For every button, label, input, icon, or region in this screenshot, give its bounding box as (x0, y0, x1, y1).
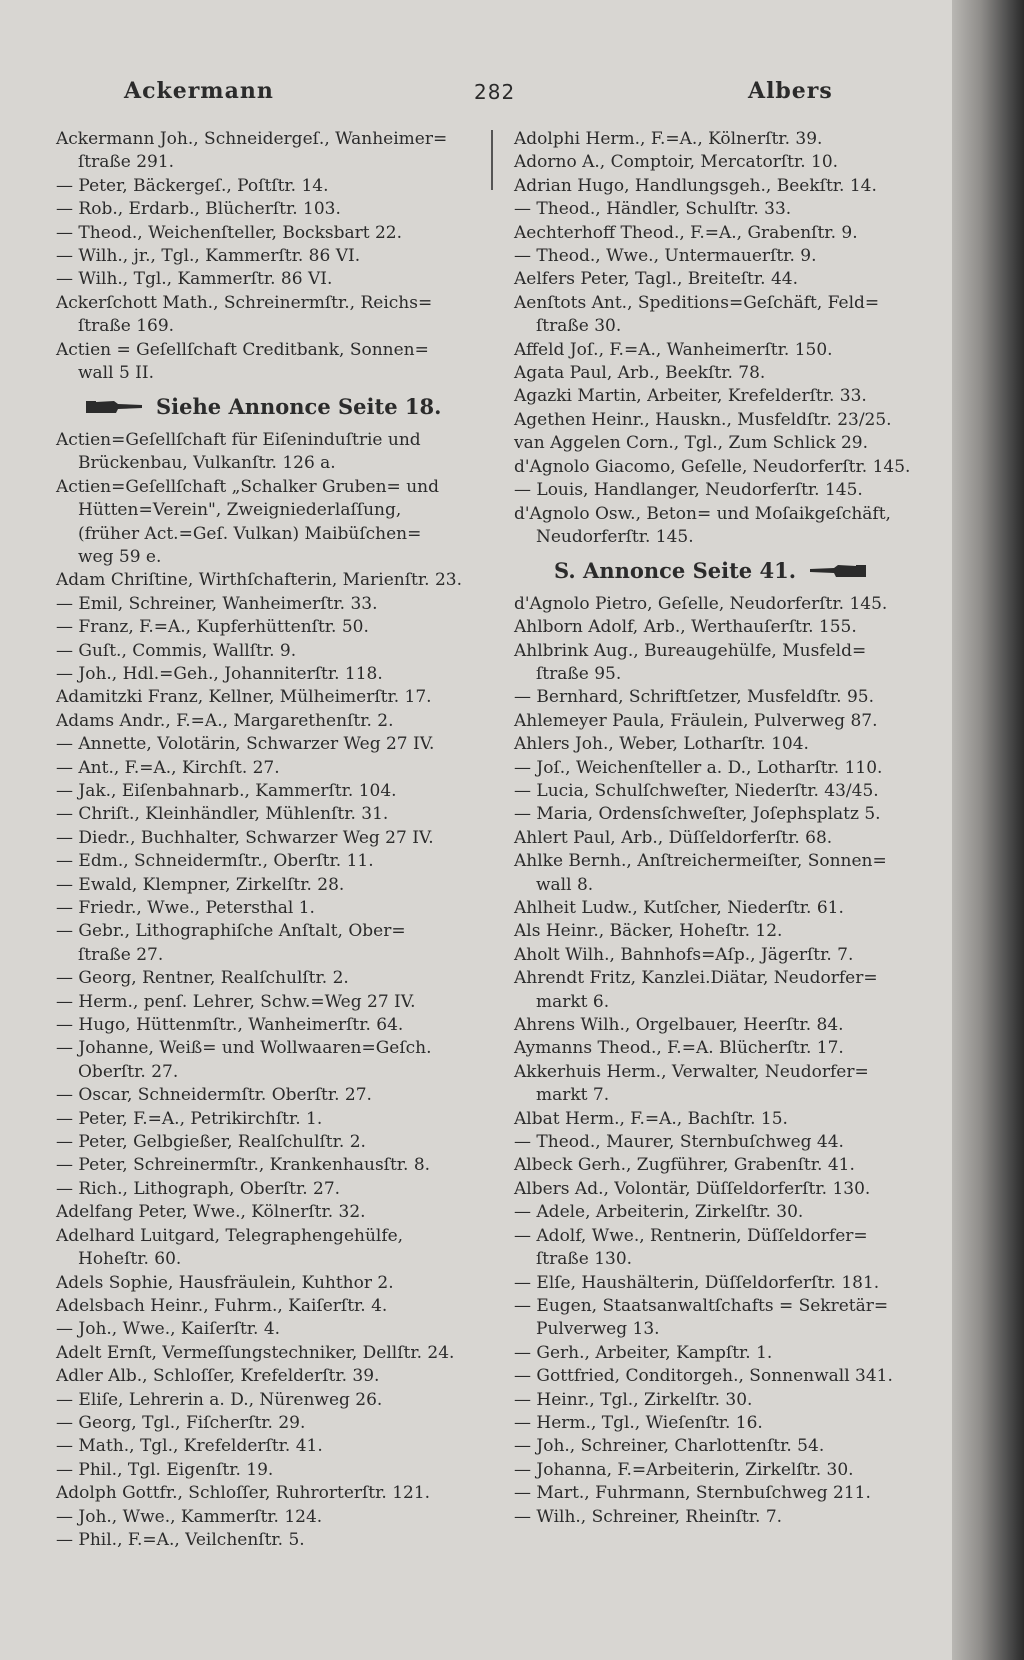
entry-continuation-line: weg 59 e. (78, 546, 162, 567)
directory-entry (56, 757, 486, 780)
entry-line: — Wilh., Tgl., Kammerſtr. 86 VI. (56, 269, 333, 290)
entry-line: Aenſtots Ant., Speditions=Geſchäft, Feld= (514, 292, 880, 313)
directory-entry (56, 1459, 486, 1482)
entry-line: Als Heinr., Bäcker, Hoheſtr. 12. (514, 921, 783, 942)
directory-entry (514, 151, 944, 174)
entry-line: Albers Ad., Volontär, Düſſeldorferſtr. 130. (514, 1178, 871, 1199)
entry-line: — Joh., Schreiner, Charlottenſtr. 54. (514, 1436, 825, 1457)
entry-line: — Edm., Schneidermſtr., Oberſtr. 11. (56, 851, 374, 872)
entry-line: Actien=Geſellſchaft „Schalker Gruben= und (56, 476, 439, 497)
directory-entry (514, 850, 944, 897)
directory-entry (56, 429, 486, 476)
entry-line: — Elſe, Haushälterin, Düſſeldorferſtr. 181. (514, 1272, 880, 1293)
entry-continuation-line: ſtraße 169. (78, 316, 175, 337)
book-spine-edge (952, 0, 1024, 1660)
directory-entry (56, 1014, 486, 1037)
directory-entry (514, 1061, 944, 1108)
entry-line: Adler Alb., Schloſſer, Krefelderſtr. 39. (56, 1366, 380, 1387)
pointing-hand-icon (808, 562, 866, 580)
directory-entry (514, 432, 944, 455)
directory-entry (514, 362, 944, 385)
directory-entry (56, 245, 486, 268)
entry-line: — Phil., Tgl. Eigenſtr. 19. (56, 1459, 274, 1480)
directory-entry (514, 616, 944, 639)
left-column (56, 128, 486, 1552)
directory-entry (514, 920, 944, 943)
entry-line: Aechterhoff Theod., F.=A., Grabenſtr. 9. (514, 222, 858, 243)
directory-entry (514, 897, 944, 920)
entry-line: — Guſt., Commis, Wallſtr. 9. (56, 640, 297, 661)
entry-continuation-line: (früher Act.=Geſ. Vulkan) Maibüſchen= (78, 523, 422, 544)
entry-continuation-line: ſtraße 291. (78, 152, 175, 173)
directory-entry (514, 1178, 944, 1201)
entry-line: Actien = Geſellſchaft Creditbank, Sonnen= (56, 339, 429, 360)
entry-continuation-line: wall 5 II. (78, 363, 155, 384)
entry-line: Albat Herm., F.=A., Bachſtr. 15. (514, 1108, 788, 1129)
directory-entry (56, 1365, 486, 1388)
directory-entry (514, 479, 944, 502)
directory-entry (56, 1412, 486, 1435)
entry-line: — Maria, Ordensſchweſter, Joſephsplatz 5. (514, 804, 881, 825)
entry-line: Adelhard Luitgard, Telegraphengehülfe, (56, 1225, 404, 1246)
directory-entry (514, 1459, 944, 1482)
right-column (514, 128, 944, 1529)
directory-entry (56, 476, 486, 570)
directory-entry (514, 503, 944, 550)
directory-entry (56, 640, 486, 663)
annonce-notice (514, 559, 944, 582)
entry-line: d'Agnolo Osw., Beton= und Moſaikgeſchäft, (514, 503, 891, 524)
entry-line: — Gerh., Arbeiter, Kampſtr. 1. (514, 1342, 773, 1363)
directory-entry (514, 456, 944, 479)
directory-entry (56, 710, 486, 733)
entry-line: Ahlke Bernh., Anſtreichermeiſter, Sonnen= (514, 851, 887, 872)
entry-line: Adelt Ernſt, Vermeſſungstechniker, Dellſtr. 24. (56, 1342, 455, 1363)
entry-line: — Rob., Erdarb., Blücherſtr. 103. (56, 199, 341, 220)
entry-line: — Joh., Wwe., Kaiſerſtr. 4. (56, 1319, 281, 1340)
directory-entry (56, 733, 486, 756)
directory-entry (514, 1342, 944, 1365)
directory-entry (56, 292, 486, 339)
directory-entry (56, 1318, 486, 1341)
directory-entry (56, 198, 486, 221)
directory-entry (56, 175, 486, 198)
entry-line: Agethen Heinr., Hauskn., Musfeldſtr. 23/25. (514, 409, 892, 430)
directory-entry (514, 803, 944, 826)
directory-entry (514, 1435, 944, 1458)
entry-line: — Chriſt., Kleinhändler, Mühlenſtr. 31. (56, 804, 389, 825)
directory-entry (56, 1037, 486, 1084)
entry-line: — Emil, Schreiner, Wanheimerſtr. 33. (56, 593, 378, 614)
directory-entry (514, 686, 944, 709)
directory-entry (56, 268, 486, 291)
directory-entry (56, 897, 486, 920)
entry-line: Affeld Joſ., F.=A., Wanheimerſtr. 150. (514, 339, 833, 360)
entry-line: — Franz, F.=A., Kupferhüttenſtr. 50. (56, 617, 369, 638)
directory-entry (56, 1389, 486, 1412)
directory-entry (56, 1154, 486, 1177)
directory-entry (514, 339, 944, 362)
entry-continuation-line: ſtraße 30. (536, 316, 622, 337)
entry-line: — Wilh., Schreiner, Rheinſtr. 7. (514, 1506, 783, 1527)
entry-continuation-line: Neudorferſtr. 145. (536, 526, 694, 547)
entry-line: Ahlemeyer Paula, Fräulein, Pulverweg 87. (514, 710, 878, 731)
directory-entry (56, 616, 486, 639)
entry-line: — Eugen, Staatsanwaltſchafts = Sekretär= (514, 1295, 889, 1316)
entry-line: — Hugo, Hüttenmſtr., Wanheimerſtr. 64. (56, 1015, 404, 1036)
directory-entry (514, 409, 944, 432)
entry-line: — Johanne, Weiß= und Wollwaaren=Geſch. (56, 1038, 432, 1059)
entry-line: — Mart., Fuhrmann, Sternbuſchweg 211. (514, 1483, 871, 1504)
directory-entry (514, 757, 944, 780)
directory-entry (56, 827, 486, 850)
directory-entry (56, 850, 486, 873)
entry-line: — Joſ., Weichenſteller a. D., Lotharſtr. 110. (514, 757, 883, 778)
entry-line: d'Agnolo Pietro, Geſelle, Neudorferſtr. 145. (514, 593, 888, 614)
directory-entry (56, 1529, 486, 1552)
directory-entry (514, 593, 944, 616)
header-left-keyword: Ackermann (124, 78, 274, 104)
directory-entry (56, 686, 486, 709)
header-right-keyword: Albers (748, 78, 833, 104)
directory-entry (514, 1108, 944, 1131)
entry-line: — Johanna, F.=Arbeiterin, Zirkelſtr. 30. (514, 1459, 854, 1480)
directory-entry (56, 1201, 486, 1224)
directory-entry (514, 128, 944, 151)
page-number: 282 (474, 80, 516, 104)
entry-line: van Aggelen Corn., Tgl., Zum Schlick 29. (514, 433, 868, 454)
directory-entry (514, 222, 944, 245)
annonce-notice (56, 395, 486, 418)
directory-entry (56, 663, 486, 686)
entry-line: Ahlborn Adolf, Arb., Werthauſerſtr. 155. (514, 617, 857, 638)
entry-line: — Georg, Rentner, Realſchulſtr. 2. (56, 968, 349, 989)
entry-line: Agazki Martin, Arbeiter, Krefelderſtr. 33. (514, 386, 867, 407)
directory-entry (56, 874, 486, 897)
pointing-hand-icon (86, 398, 144, 416)
directory-entry (514, 1154, 944, 1177)
directory-entry (56, 1131, 486, 1154)
directory-entry (514, 1225, 944, 1272)
directory-entry (514, 198, 944, 221)
entry-line: Ahlheit Ludw., Kutſcher, Niederſtr. 61. (514, 898, 844, 918)
directory-entry (514, 780, 944, 803)
directory-entry (56, 128, 486, 175)
entry-line: Adrian Hugo, Handlungsgeh., Beekſtr. 14. (514, 175, 877, 196)
directory-entry (514, 827, 944, 850)
entry-line: Ackermann Joh., Schneidergeſ., Wanheimer= (56, 129, 448, 149)
directory-entry (514, 1412, 944, 1435)
entry-continuation-line: markt 7. (536, 1085, 610, 1106)
entry-line: — Georg, Tgl., Fiſcherſtr. 29. (56, 1412, 306, 1433)
entry-line: — Theod., Wwe., Untermauerſtr. 9. (514, 246, 817, 267)
directory-entry (56, 1435, 486, 1458)
pointing-hand-icon (86, 398, 144, 416)
entry-line: — Gebr., Lithographiſche Anſtalt, Ober= (56, 921, 406, 942)
directory-entry (514, 1482, 944, 1505)
entry-line: — Ewald, Klempner, Zirkelſtr. 28. (56, 874, 345, 895)
directory-entry (56, 1342, 486, 1365)
entry-line: — Oscar, Schneidermſtr. Oberſtr. 27. (56, 1085, 372, 1106)
entry-line: — Theod., Weichenſteller, Bocksbart 22. (56, 222, 403, 243)
directory-entry (514, 1131, 944, 1154)
entry-line: — Louis, Handlanger, Neudorferſtr. 145. (514, 480, 863, 501)
entry-line: Ahlbrink Aug., Bureaugehülfe, Musfeld= (514, 640, 867, 661)
entry-line: — Peter, Schreinermſtr., Krankenhausſtr. 8. (56, 1155, 431, 1176)
entry-continuation-line: Hoheſtr. 60. (78, 1249, 182, 1270)
entry-continuation-line: Oberſtr. 27. (78, 1061, 179, 1082)
directory-entry (514, 1014, 944, 1037)
directory-entry (56, 780, 486, 803)
entry-line: — Friedr., Wwe., Petersthal 1. (56, 898, 315, 918)
entry-line: Adolph Gottfr., Schloſſer, Ruhrorterſtr. 121. (56, 1483, 431, 1504)
entry-line: Adorno A., Comptoir, Mercatorſtr. 10. (514, 152, 839, 173)
entry-line: — Ant., F.=A., Kirchſt. 27. (56, 757, 280, 778)
entry-line: Actien=Geſellſchaft für Eiſeninduſtrie und (56, 429, 421, 450)
entry-line: — Phil., F.=A., Veilchenſtr. 5. (56, 1529, 305, 1550)
entry-line: — Peter, F.=A., Petrikirchſtr. 1. (56, 1108, 323, 1129)
entry-line: — Wilh., jr., Tgl., Kammerſtr. 86 VI. (56, 246, 361, 267)
pointing-hand-icon (808, 562, 866, 580)
directory-entry (56, 991, 486, 1014)
entry-line: — Gottfried, Conditorgeh., Sonnenwall 341. (514, 1366, 893, 1387)
entry-line: Albeck Gerh., Zugführer, Grabenſtr. 41. (514, 1155, 855, 1176)
entry-line: — Peter, Gelbgießer, Realſchulſtr. 2. (56, 1132, 366, 1153)
entry-line: — Lucia, Schulſchweſter, Niederſtr. 43/45. (514, 780, 879, 801)
annonce-text: S. Annonce Seite 41. (554, 558, 797, 584)
directory-entry (514, 292, 944, 339)
directory-entry (514, 245, 944, 268)
entry-line: — Annette, Volotärin, Schwarzer Weg 27 IV. (56, 734, 435, 755)
entry-line: Akkerhuis Herm., Verwalter, Neudorfer= (514, 1061, 869, 1082)
entry-line: — Peter, Bäckergeſ., Poſtſtr. 14. (56, 175, 329, 196)
entry-line: — Herm., Tgl., Wieſenſtr. 16. (514, 1412, 763, 1433)
directory-entry (56, 967, 486, 990)
directory-entry (514, 1272, 944, 1295)
directory-entry (56, 1084, 486, 1107)
directory-entry (514, 640, 944, 687)
entry-line: Adelsbach Heinr., Fuhrm., Kaiſerſtr. 4. (56, 1295, 388, 1316)
directory-entry (514, 1389, 944, 1412)
entry-line: Ahlert Paul, Arb., Düſſeldorferſtr. 68. (514, 827, 833, 848)
directory-entry (514, 733, 944, 756)
directory-entry (514, 967, 944, 1014)
directory-entry (514, 1037, 944, 1060)
entry-line: Adels Sophie, Hausfräulein, Kuhthor 2. (56, 1272, 394, 1293)
directory-entry (56, 1506, 486, 1529)
directory-entry (56, 1178, 486, 1201)
entry-line: — Theod., Händler, Schulſtr. 33. (514, 199, 792, 220)
directory-entry (56, 339, 486, 386)
directory-entry (514, 175, 944, 198)
entry-line: Adolphi Herm., F.=A., Kölnerſtr. 39. (514, 129, 823, 149)
entry-continuation-line: markt 6. (536, 991, 610, 1012)
directory-entry (56, 1272, 486, 1295)
directory-entry (514, 1506, 944, 1529)
directory-entry (56, 1225, 486, 1272)
entry-line: — Eliſe, Lehrerin a. D., Nürenweg 26. (56, 1389, 383, 1410)
entry-line: — Herm., penſ. Lehrer, Schw.=Weg 27 IV. (56, 991, 416, 1012)
directory-entry (514, 1295, 944, 1342)
directory-entry (514, 944, 944, 967)
directory-entry (56, 803, 486, 826)
directory-entry (514, 1201, 944, 1224)
directory-entry (514, 710, 944, 733)
entry-line: Ahlers Joh., Weber, Lotharſtr. 104. (514, 734, 809, 755)
entry-line: Adam Chriſtine, Wirthſchafterin, Marienſtr. 23. (56, 570, 462, 591)
entry-line: Aymanns Theod., F.=A. Blücherſtr. 17. (514, 1038, 844, 1059)
directory-entry (56, 1482, 486, 1505)
entry-line: Aholt Wilh., Bahnhofs=Aſp., Jägerſtr. 7. (514, 944, 854, 965)
directory-entry (514, 1365, 944, 1388)
entry-continuation-line: ſtraße 95. (536, 663, 622, 684)
entry-continuation-line: ſtraße 27. (78, 944, 164, 965)
directory-entry (514, 268, 944, 291)
entry-line: d'Agnolo Giacomo, Geſelle, Neudorferſtr. 145. (514, 456, 911, 477)
directory-entry (56, 569, 486, 592)
entry-line: — Jak., Eiſenbahnarb., Kammerſtr. 104. (56, 780, 397, 801)
entry-line: Agata Paul, Arb., Beekſtr. 78. (514, 363, 766, 384)
entry-line: Ahrendt Fritz, Kanzlei.Diätar, Neudorfer= (514, 968, 878, 989)
entry-continuation-line: Hütten=Verein", Zweigniederlaſſung, (78, 500, 402, 521)
entry-line: — Adolf, Wwe., Rentnerin, Düſſeldorfer= (514, 1225, 868, 1246)
directory-entry (56, 593, 486, 616)
entry-line: Aelfers Peter, Tagl., Breiteſtr. 44. (514, 269, 798, 290)
directory-entry (56, 222, 486, 245)
entry-line: — Diedr., Buchhalter, Schwarzer Weg 27 IV. (56, 827, 434, 848)
entry-continuation-line: Pulverweg 13. (536, 1319, 660, 1340)
entry-continuation-line: wall 8. (536, 874, 594, 895)
annonce-text: Siehe Annonce Seite 18. (156, 394, 442, 420)
entry-line: — Joh., Hdl.=Geh., Johanniterſtr. 118. (56, 663, 383, 684)
directory-entry (56, 920, 486, 967)
entry-line: — Theod., Maurer, Sternbuſchweg 44. (514, 1132, 844, 1153)
entry-line: Adelfang Peter, Wwe., Kölnerſtr. 32. (56, 1202, 366, 1223)
directory-entry (56, 1108, 486, 1131)
entry-continuation-line: ſtraße 130. (536, 1249, 633, 1270)
directory-entry (514, 385, 944, 408)
entry-line: — Adele, Arbeiterin, Zirkelſtr. 30. (514, 1202, 804, 1223)
entry-line: — Rich., Lithograph, Oberſtr. 27. (56, 1178, 341, 1199)
entry-line: Ahrens Wilh., Orgelbauer, Heerſtr. 84. (514, 1015, 844, 1036)
directory-entry (56, 1295, 486, 1318)
entry-line: Adamitzki Franz, Kellner, Mülheimerſtr. 17. (56, 687, 432, 708)
entry-line: Ackerſchott Math., Schreinermſtr., Reichs= (56, 292, 433, 313)
entry-line: — Heinr., Tgl., Zirkelſtr. 30. (514, 1389, 753, 1410)
column-divider (491, 130, 493, 190)
entry-line: — Joh., Wwe., Kammerſtr. 124. (56, 1506, 323, 1527)
entry-continuation-line: Brückenbau, Vulkanſtr. 126 a. (78, 453, 336, 474)
entry-line: Adams Andr., F.=A., Margarethenſtr. 2. (56, 710, 394, 731)
entry-line: — Bernhard, Schriftſetzer, Musfeldſtr. 95. (514, 687, 874, 708)
entry-line: — Math., Tgl., Krefelderſtr. 41. (56, 1436, 323, 1457)
